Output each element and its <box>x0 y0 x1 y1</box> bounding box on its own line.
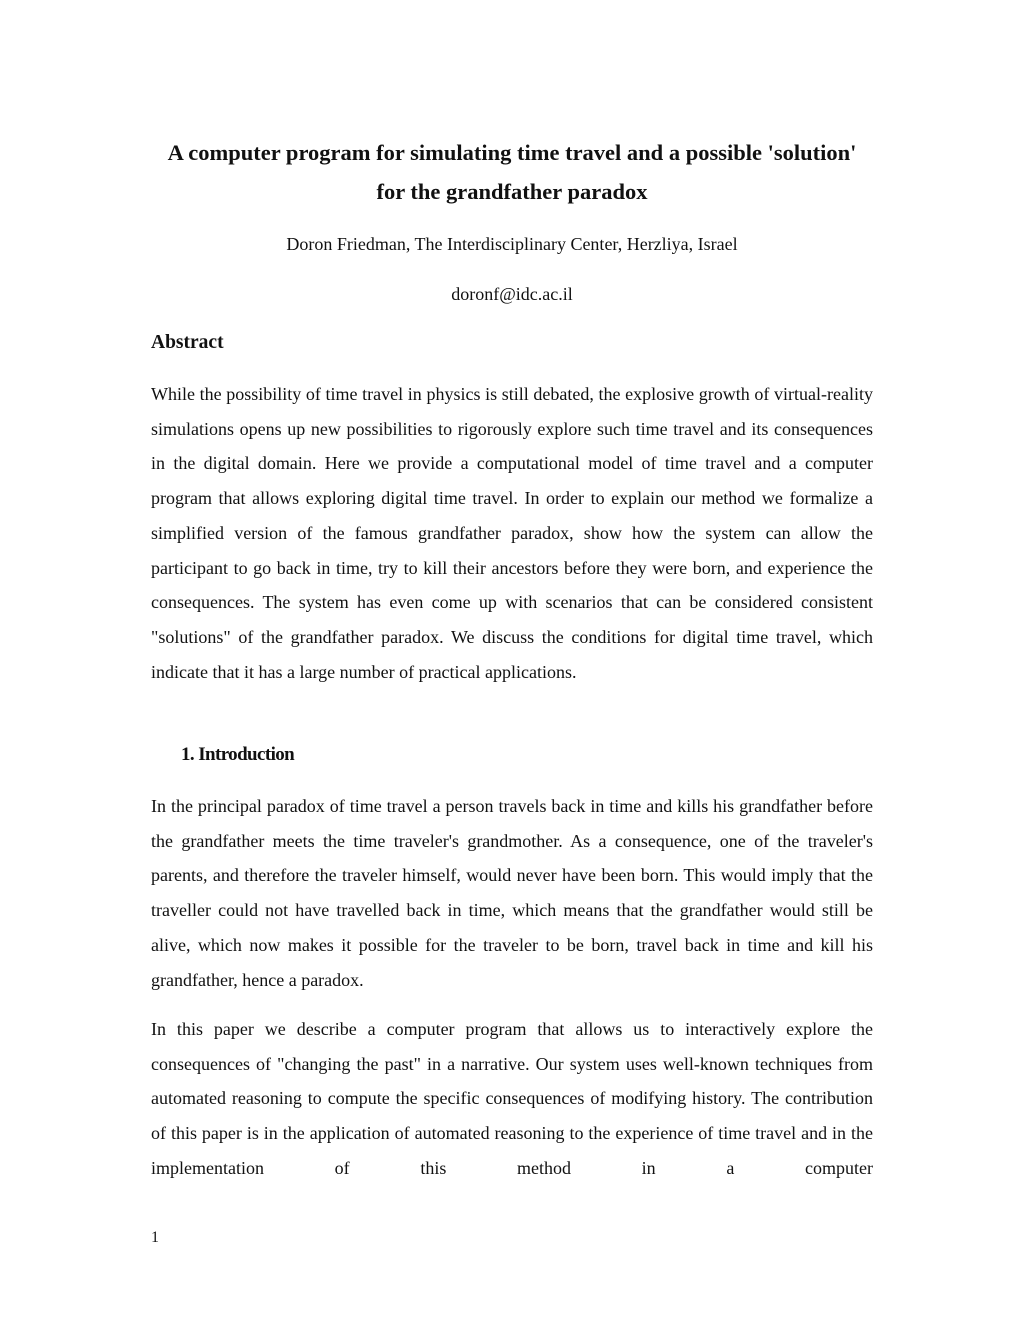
introduction-heading: 1. Introduction <box>181 744 295 765</box>
author-affiliation: Doron Friedman, The Interdisciplinary Center, Herzliya, Israel <box>286 234 738 254</box>
paper-title-line-2: for the grandfather paradox <box>376 179 648 204</box>
paper-title-line-1: A computer program for simulating time travel and a possible 'solution' <box>167 140 857 165</box>
author-email: doronf@idc.ac.il <box>451 284 573 304</box>
introduction-paragraph-1: In the principal paradox of time travel a person travels back in time and kills his grandfather before the grandfather meets the time traveler's grandmother. As a consequence, one of the traveler's parents, and therefore the traveler himself, would never have been born. This would imply that the traveller could not have travelled back in time, which means that the grandfather would still be alive, which now makes it possible for the traveler to be born, travel back in time and kill his grandfather, hence a paradox. <box>151 796 873 990</box>
page-number: 1 <box>151 1229 159 1246</box>
introduction-paragraph-2: In this paper we describe a computer program that allows us to interactively explore the consequences of "changing the past" in a narrative. Our system uses well-known techniques from automated reasoning to compute the specific consequences of modifying history. The contribution of this paper is in the application of automated reasoning to the experience of time travel and in the implementation of this method in a computer <box>151 1019 873 1178</box>
abstract-paragraph: While the possibility of time travel in physics is still debated, the explosive growth of virtual-reality simulations opens up new possibilities to rigorously explore such time travel and its consequences in the digital domain. Here we provide a computational model of time travel and a computer program that allows exploring digital time travel. In order to explain our method we formalize a simplified version of the famous grandfather paradox, show how the system can allow the participant to go back in time, try to kill their ancestors before they were born, and experience the consequences. The system has even come up with scenarios that can be considered consistent "solutions" of the grandfather paradox. We discuss the conditions for digital time travel, which indicate that it has a large number of practical applications. <box>151 384 873 682</box>
abstract-heading: Abstract <box>151 332 224 353</box>
paper-title <box>151 133 873 211</box>
paper-page <box>151 0 873 1325</box>
